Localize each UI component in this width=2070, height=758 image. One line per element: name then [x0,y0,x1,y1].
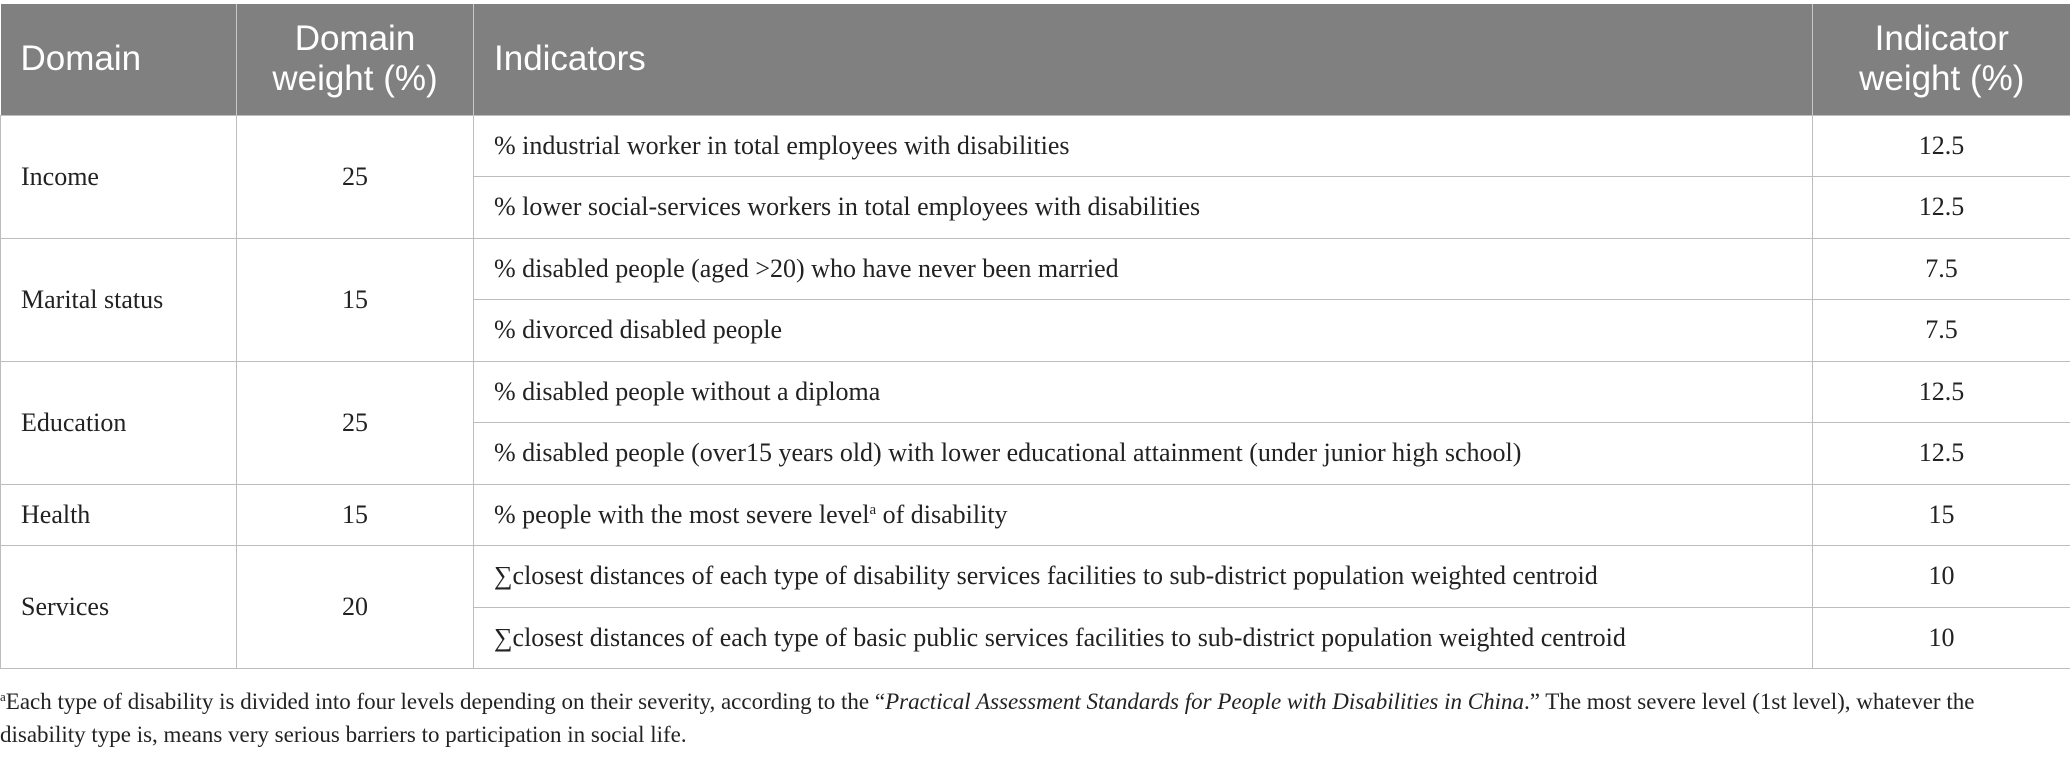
table-header [1,4,2070,115]
indicator-weight-cell: 10 [1813,607,2070,669]
indicator-cell: % divorced disabled people [474,300,1813,362]
indicator-weight-cell: 7.5 [1813,300,2070,362]
table-row [1,546,2070,608]
indicator-weight-cell: 10 [1813,546,2070,608]
table-row [1,238,2070,300]
indicator-cell: ∑closest distances of each type of disability services facilities to sub-district population weighted centroid [474,546,1813,608]
indicator-cell: % disabled people (over15 years old) with lower educational attainment (under junior high school) [474,423,1813,485]
table-row [1,484,2070,546]
domain-cell: Health [1,484,237,546]
domain-weight-cell: 15 [237,484,474,546]
footnote-marker: a [869,501,877,518]
indicator-weight-cell: 12.5 [1813,423,2070,485]
domain-cell: Income [1,115,237,238]
table-row [1,361,2070,423]
domain-weight-cell: 15 [237,238,474,361]
indicator-text: of disability [876,499,1008,529]
footnote-marker: a [0,689,6,704]
footnote-title: Practical Assessment Standards for People with Disabilities in China [885,689,1524,714]
indicator-cell: % industrial worker in total employees with disabilities [474,115,1813,177]
header-domain: Domain [1,4,237,115]
table-row [1,115,2070,177]
indicator-weight-cell: 7.5 [1813,238,2070,300]
domain-weight-cell: 20 [237,546,474,669]
indicator-text: % people with the most severe level [494,499,870,529]
domain-weight-cell: 25 [237,361,474,484]
indicator-cell: % disabled people (aged >20) who have never been married [474,238,1813,300]
indicator-weight-cell: 12.5 [1813,177,2070,239]
indicator-cell: % disabled people without a diploma [474,361,1813,423]
footnote-text: .” The most severe level (1st level), whatever the disability type is, means very serious barriers to participation in social life. [0,689,1975,747]
domain-cell: Education [1,361,237,484]
header-indicator-weight: Indicator weight (%) [1813,4,2070,115]
indicator-weight-cell: 15 [1813,484,2070,546]
indicator-weight-cell: 12.5 [1813,361,2070,423]
domain-cell: Services [1,546,237,669]
header-indicators: Indicators [474,4,1813,115]
indicator-weight-table [0,4,2070,669]
indicator-cell: ∑closest distances of each type of basic public services facilities to sub-district population weighted centroid [474,607,1813,669]
indicator-cell [474,484,1813,546]
indicator-cell: % lower social-services workers in total employees with disabilities [474,177,1813,239]
indicator-weight-cell: 12.5 [1813,115,2070,177]
header-domain-weight: Domain weight (%) [237,4,474,115]
domain-cell: Marital status [1,238,237,361]
table-footnote [0,680,2060,751]
domain-weight-cell: 25 [237,115,474,238]
table-body [1,115,2070,669]
footnote-text: Each type of disability is divided into four levels depending on their severity, according to the “ [5,689,886,714]
